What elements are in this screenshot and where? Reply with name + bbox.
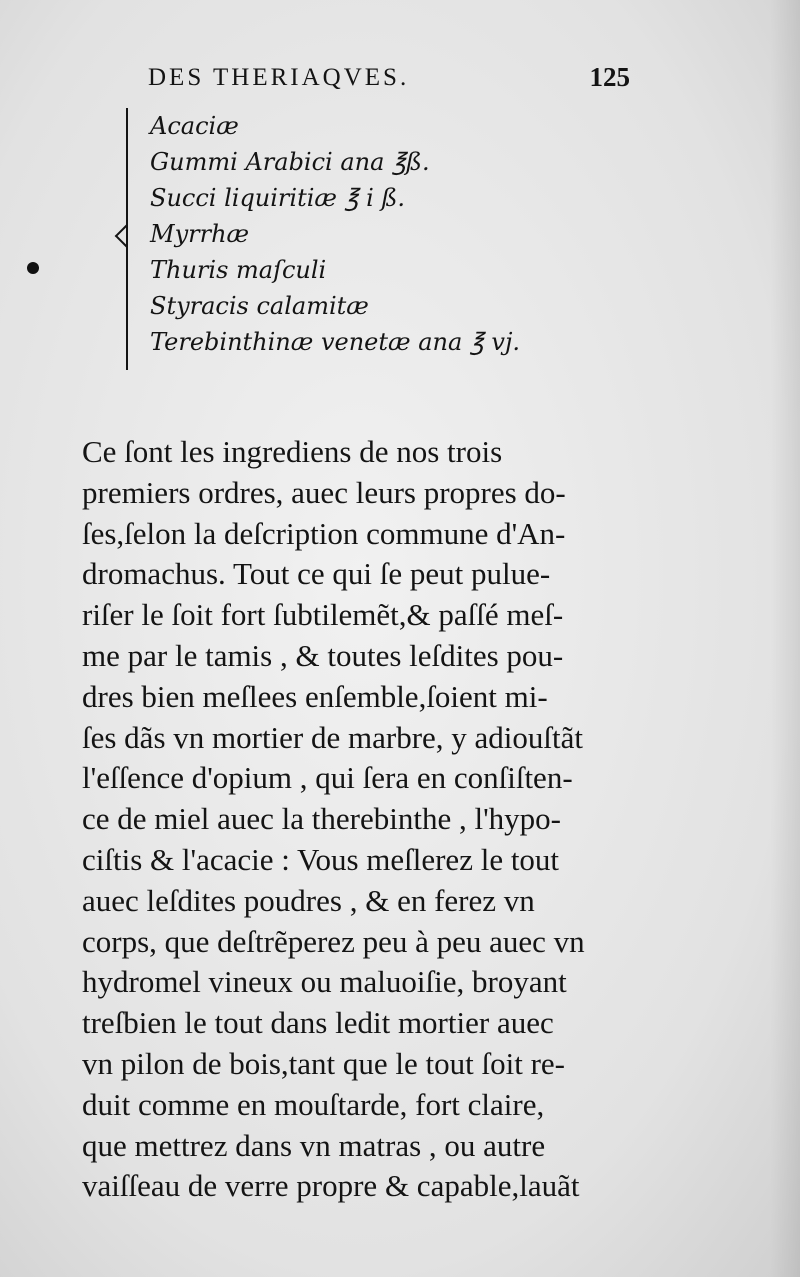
text-line: hydromel vineux ou maluoiſie, broyant: [82, 964, 567, 1000]
text-line: Ce ſont les ingrediens de nos trois: [82, 434, 503, 469]
text-line: vn pilon de bois,tant que le tout ſoit re-: [82, 1045, 565, 1081]
page-header: [140, 60, 630, 100]
text-line: que mettrez dans vn matras , ou autre: [82, 1127, 546, 1163]
text-line: duit comme en mouſtarde, fort claire,: [82, 1086, 545, 1122]
text-line: corps, que deſtrẽperez peu à peu auec vn: [82, 923, 585, 959]
text-line: ſes dãs vn mortier de marbre, y adiouſtãt: [82, 719, 584, 755]
body-paragraph: [82, 432, 642, 1207]
ingredient-item: Gummi Arabici ana ℥ß.: [150, 148, 430, 176]
text-line: dromachus. Tout ce qui ſe peut pulue-: [82, 556, 551, 592]
ingredient-item: Terebinthinæ venetæ ana ℥ vj.: [150, 328, 521, 356]
text-line: premiers ordres, auec leurs propres do-: [82, 474, 566, 510]
ingredient-item: Thuris maſculi: [150, 256, 327, 284]
ingredient-item: Styracis calamitæ: [150, 292, 369, 320]
text-line: riſer le ſoit fort ſubtilemẽt,& paſſé meſ-: [82, 597, 564, 633]
text-line: auec leſdites poudres , & en ferez vn: [82, 882, 535, 918]
ingredient-bracket-point: [115, 225, 138, 248]
text-line: me par le tamis , & toutes leſdites pou-: [82, 637, 564, 673]
running-title: DES THERIAQVES.: [148, 64, 410, 91]
text-line: ce de miel auec la therebinthe , l'hypo-: [82, 801, 561, 837]
text-line: vaiſſeau de verre propre & capable,lauãt: [82, 1168, 580, 1204]
ink-spot: [27, 262, 39, 274]
ingredient-item: Acaciæ: [150, 112, 239, 140]
page-number: 125: [589, 62, 630, 92]
ingredient-list: [150, 108, 670, 360]
ingredient-item: Succi liquiritiæ ℥ i ß.: [150, 184, 406, 212]
text-line: ciſtis & l'acacie : Vous meſlerez le tout: [82, 841, 560, 877]
text-line: l'eſſence d'opium , qui ſera en conſiſten-: [82, 760, 573, 796]
page-edge-shadow: [770, 0, 800, 1277]
ingredient-item: Myrrhæ: [150, 220, 250, 248]
text-line: ſes,ſelon la deſcription commune d'An-: [82, 515, 566, 551]
text-line: dres bien meſlees enſemble,ſoient mi-: [82, 678, 548, 714]
text-line: treſbien le tout dans ledit mortier auec: [82, 1005, 554, 1041]
